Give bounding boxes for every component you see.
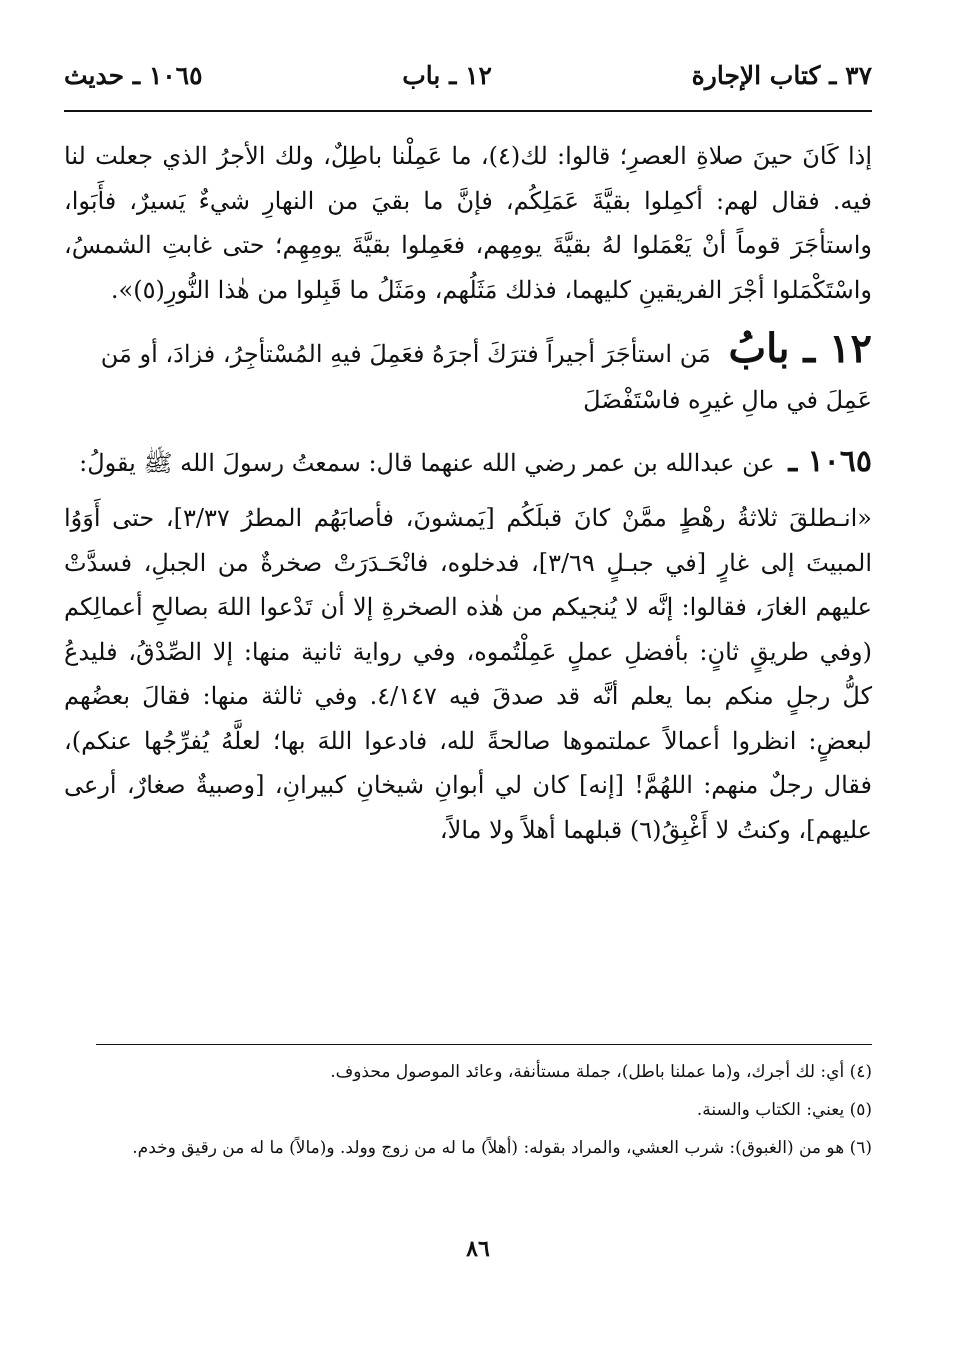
running-header: [64, 52, 872, 98]
header-chapter: ١٢ ـ باب: [402, 60, 492, 90]
opening-paragraph: إذا كَانَ حينَ صلاةِ العصرِ؛ قالوا: لك(٤)، ما عَمِلْنا باطِلٌ، ولك الأجرُ الذي جعلت لنا فيه. فقال لهم: أكمِلوا بقيَّةَ عَمَلِكُم، فإنَّ ما بقيَ من النهارِ شيءٌ يَسيرٌ، فأَبَوا، واستأجَرَ قوماً أنْ يَعْمَلوا لهُ بقيَّةَ يومِهم، فعَمِلوا بقيَّةَ يومِهِم؛ حتى غابتِ الشمسُ، واسْتَكْمَلوا أجْرَ الفريقينِ كليهما، فذلك مَثَلُهم، ومَثَلُ ما قَبِلوا من هٰذا النُّورِ(٥)».: [64, 142, 872, 304]
footnote-divider: [96, 1044, 872, 1045]
chapter-number: ١٢ ـ بابُ: [728, 325, 872, 372]
hadith-text: «انـطلقَ ثلاثةُ رهْطٍ ممَّنْ كانَ قبلَكُم [يَمشونَ، فأصابَهُم المطرُ ٣/٣٧]، حتى أَوَوُا المبيتَ إلى غارٍ [في جبـلٍ ٣/٦٩]، فدخلوه، فانْحَـدَرَتْ صخرةٌ من الجبلِ، فسدَّتْ عليهم الغارَ، فقالوا: إنَّه لا يُنجيكم من هٰذه الصخرةِ إلا أن تَدْعوا اللهَ بصالحِ أعمالِكم (وفي طريقٍ ثانٍ: بأفضلِ عملٍ عَمِلْتُموه، وفي رواية ثانية منها: إلا الصِّدْقُ، فليدعُ كلُّ رجلٍ منكم بما يعلم أنَّه قد صدقَ فيه ٤/١٤٧. وفي ثالثة منها: فقالَ بعضُهم لبعضٍ: انظروا أعمالاً عملتموها صالحةً لله، فادعوا اللهَ بها؛ لعلَّهُ يُفرِّجُها عنكم)، فقال رجلٌ منهم: اللهُمَّ! [إنه] كان لي أبوانِ شيخانِ كبيرانِ، [وصبيةٌ صغارٌ، أرعى عليهم]، وكنتُ لا أَغْبِقُ(٦) قبلهما أهلاً ولا مالاً،: [64, 504, 872, 844]
header-hadith-number: ١٠٦٥ ـ حديث: [64, 60, 203, 90]
chapter-title: مَن استأجَرَ أجيراً فترَكَ أجرَهُ فعَمِلَ فيهِ المُسْتأجِرُ، فزادَ، أو مَن عَمِلَ في مالِ غيرِه فاسْتَفْضَلَ: [100, 340, 872, 414]
footnote-item: (٦) هو من (الغبوق): شرب العشي، والمراد بقوله: (أهلاً) ما له من زوج وولد. و(مالاً) ما له من رقيق وخدم.: [132, 1138, 872, 1158]
main-text: [64, 134, 872, 876]
footnote-item: (٥) يعني: الكتاب والسنة.: [696, 1100, 872, 1120]
hadith-heading: [64, 439, 872, 486]
footnote-item: (٤) أي: لك أجرك، و(ما عملنا باطل)، جملة مستأنفة، وعائد الموصول محذوف.: [330, 1062, 872, 1082]
page-number: ٨٦: [466, 1236, 490, 1262]
hadith-intro: عن عبدالله بن عمر رضي الله عنهما قال: سمعتُ رسولَ الله ﷺ يقولُ:: [79, 449, 775, 477]
chapter-heading: [64, 326, 872, 423]
footnotes: [64, 1058, 872, 1172]
header-book-title: ٣٧ ـ كتاب الإجارة: [691, 60, 872, 90]
header-divider: [64, 110, 872, 112]
hadith-number: ١٠٦٥ ـ: [788, 444, 872, 479]
